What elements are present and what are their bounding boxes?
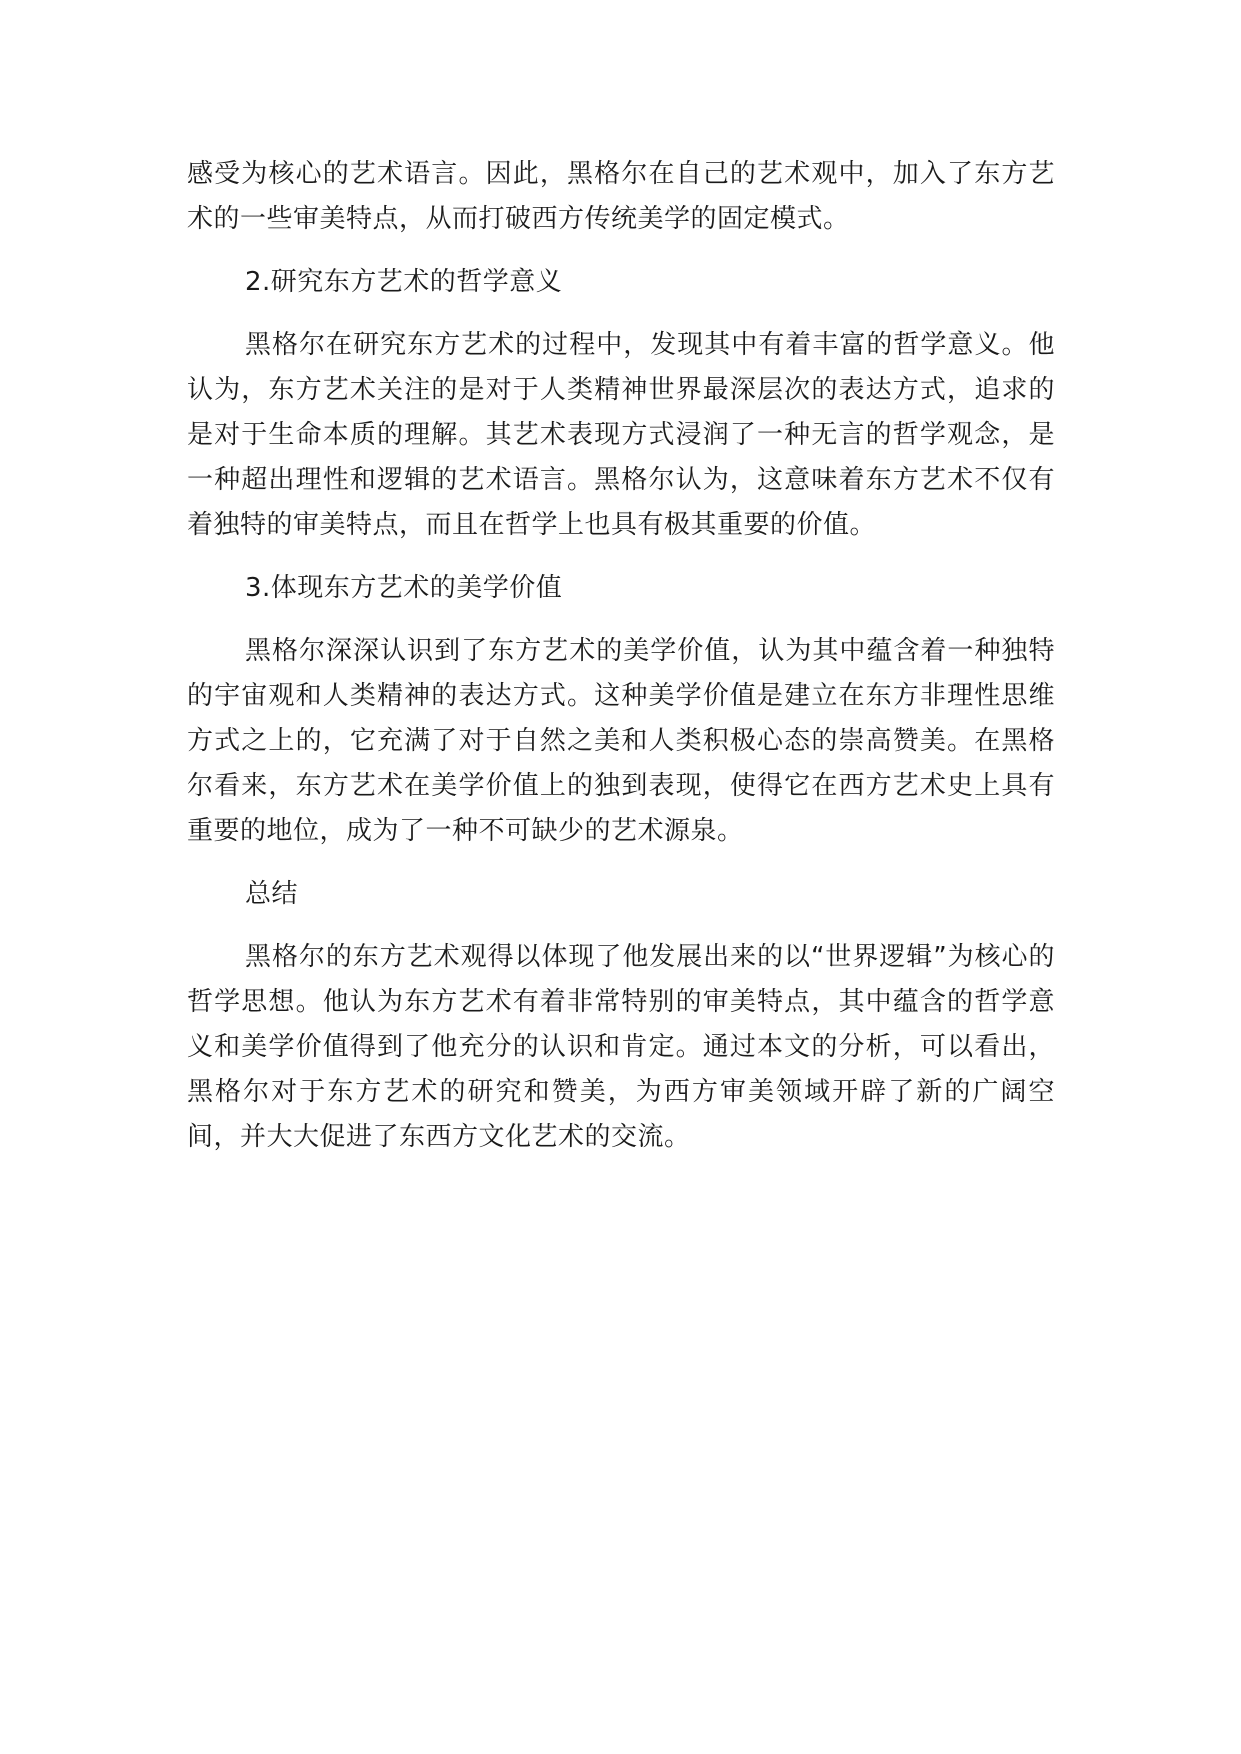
section-heading-summary: 总结	[245, 879, 299, 909]
paragraph-philosophy: 黑格尔在研究东方艺术的过程中，发现其中有着丰富的哲学意义。他认为，东方艺术关注的是对于人类精神世界最深层次的表达方式，追求的是对于生命本质的理解。其艺术表现方式浸润了一种无言的哲学观念，是一种超出理性和逻辑的艺术语言。黑格尔认为，这意味着东方艺术不仅有着独特的审美特点，而且在哲学上也具有极其重要的价值。	[187, 330, 1055, 540]
section-heading-aesthetics: 3.体现东方艺术的美学价值	[245, 573, 563, 603]
paragraph-aesthetics: 黑格尔深深认识到了东方艺术的美学价值，认为其中蕴含着一种独特的宇宙观和人类精神的表达方式。这种美学价值是建立在东方非理性思维方式之上的，它充满了对于自然之美和人类积极心态的崇高赞美。在黑格尔看来，东方艺术在美学价值上的独到表现，使得它在西方艺术史上具有重要的地位，成为了一种不可缺少的艺术源泉。	[187, 636, 1055, 846]
section-heading-philosophy: 2.研究东方艺术的哲学意义	[245, 267, 563, 297]
paragraph-summary: 黑格尔的东方艺术观得以体现了他发展出来的以“世界逻辑”为核心的哲学思想。他认为东方艺术有着非常特别的审美特点，其中蕴含的哲学意义和美学价值得到了他充分的认识和肯定。通过本文的分析，可以看出，黑格尔对于东方艺术的研究和赞美，为西方审美领域开辟了新的广阔空间，并大大促进了东西方文化艺术的交流。	[187, 942, 1055, 1152]
paragraph-continuation: 感受为核心的艺术语言。因此，黑格尔在自己的艺术观中，加入了东方艺术的一些审美特点，从而打破西方传统美学的固定模式。	[187, 159, 1055, 234]
